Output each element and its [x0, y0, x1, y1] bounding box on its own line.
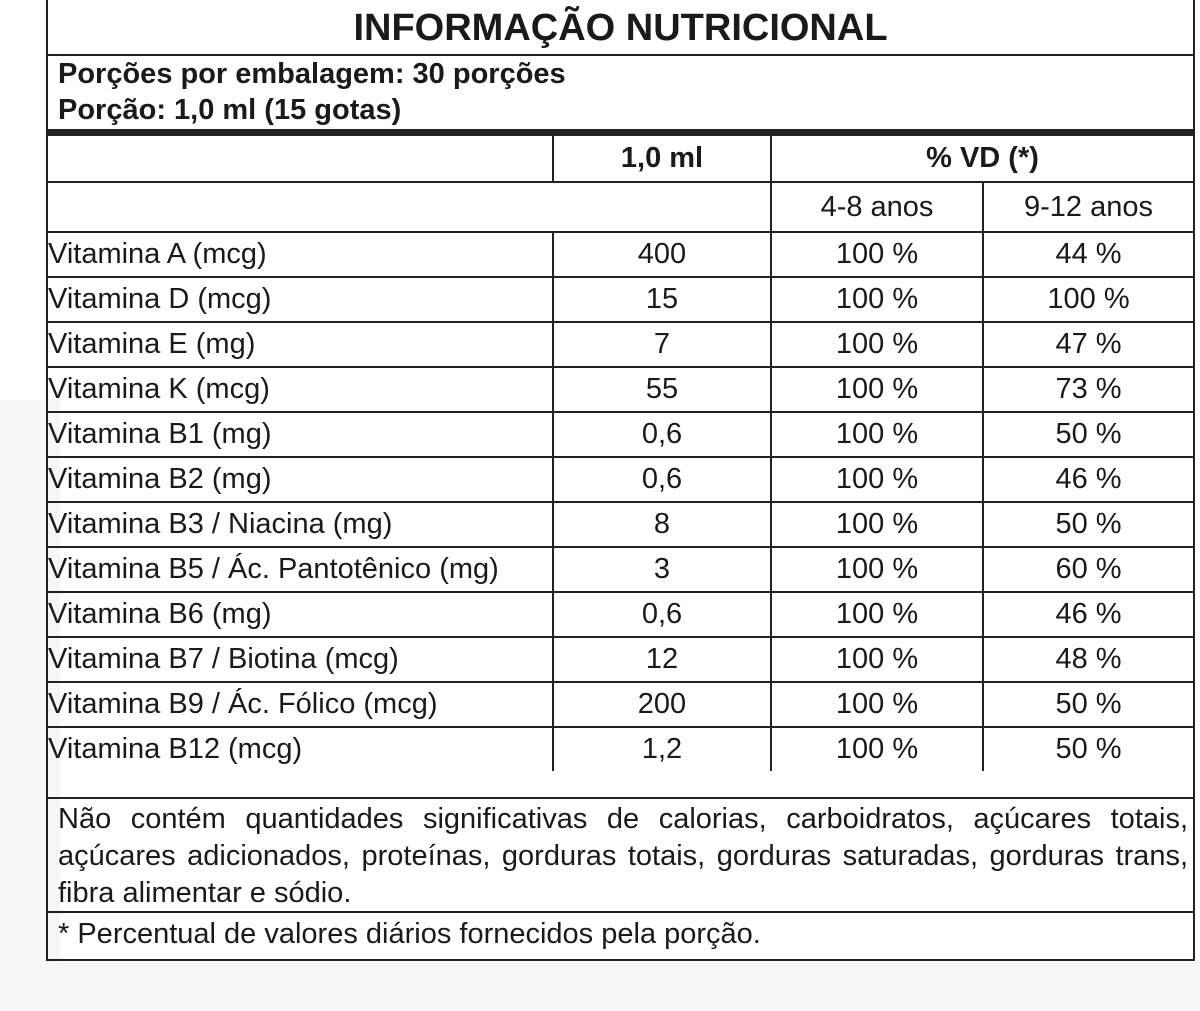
nutrient-amount: 0,6	[553, 592, 771, 637]
nutrient-name: Vitamina B6 (mg)	[48, 592, 553, 637]
nutrient-amount: 200	[553, 682, 771, 727]
dv-4-8: 100 %	[771, 322, 983, 367]
dv-9-12: 46 %	[983, 457, 1193, 502]
dv-4-8: 100 %	[771, 367, 983, 412]
nutrient-amount: 15	[553, 277, 771, 322]
table-row	[48, 727, 1193, 771]
table-row	[48, 637, 1193, 682]
table-row	[48, 322, 1193, 367]
nutrient-amount: 12	[553, 637, 771, 682]
serving-thick-divider	[48, 129, 1193, 136]
nutrient-amount: 400	[553, 232, 771, 277]
header-empty-cell	[48, 136, 553, 182]
table-row	[48, 277, 1193, 322]
dv-9-12: 50 %	[983, 502, 1193, 547]
dv-4-8: 100 %	[771, 592, 983, 637]
dv-4-8: 100 %	[771, 232, 983, 277]
dv-4-8: 100 %	[771, 547, 983, 592]
table-row	[48, 682, 1193, 727]
note-divider	[48, 911, 1193, 913]
nutrient-name: Vitamina B2 (mg)	[48, 457, 553, 502]
nutrient-name: Vitamina B3 / Niacina (mg)	[48, 502, 553, 547]
age-header-row	[48, 182, 1193, 232]
dv-column-header: % VD (*)	[771, 136, 1193, 182]
nutrient-amount: 0,6	[553, 412, 771, 457]
dv-4-8: 100 %	[771, 727, 983, 771]
nutrient-name: Vitamina B12 (mcg)	[48, 727, 553, 771]
nutrient-name: Vitamina D (mcg)	[48, 277, 553, 322]
serving-size: Porção: 1,0 ml (15 gotas)	[58, 94, 402, 126]
dv-4-8: 100 %	[771, 412, 983, 457]
dv-9-12: 50 %	[983, 682, 1193, 727]
nutrient-amount: 55	[553, 367, 771, 412]
nutrition-table	[48, 136, 1193, 771]
age-group-4-8-header: 4-8 anos	[771, 182, 983, 232]
table-row	[48, 412, 1193, 457]
nutrient-name: Vitamina E (mg)	[48, 322, 553, 367]
dv-4-8: 100 %	[771, 682, 983, 727]
dv-9-12: 100 %	[983, 277, 1193, 322]
watermark-shape-bottom	[60, 962, 1200, 1011]
amount-column-header: 1,0 ml	[553, 136, 771, 182]
dv-4-8: 100 %	[771, 277, 983, 322]
nutrient-amount: 7	[553, 322, 771, 367]
table-row	[48, 502, 1193, 547]
dv-4-8: 100 %	[771, 502, 983, 547]
nutrient-name: Vitamina K (mcg)	[48, 367, 553, 412]
table-row	[48, 232, 1193, 277]
dv-9-12: 50 %	[983, 412, 1193, 457]
nutrient-amount: 3	[553, 547, 771, 592]
not-significant-note: Não contém quantidades significativas de calorias, carboidratos, açúcares totais, açúcares adicionados, proteínas, gorduras totais, gorduras saturadas, gorduras trans, fibra alimentar e sódio.	[58, 803, 1188, 909]
table-row	[48, 367, 1193, 412]
dv-9-12: 46 %	[983, 592, 1193, 637]
nutrient-amount: 0,6	[553, 457, 771, 502]
age-group-9-12-header: 9-12 anos	[983, 182, 1193, 232]
nutrient-name: Vitamina A (mcg)	[48, 232, 553, 277]
dv-9-12: 60 %	[983, 547, 1193, 592]
dv-9-12: 50 %	[983, 727, 1193, 771]
nutrient-name: Vitamina B1 (mg)	[48, 412, 553, 457]
nutrient-name: Vitamina B5 / Ác. Pantotênico (mg)	[48, 547, 553, 592]
dv-4-8: 100 %	[771, 457, 983, 502]
table-row	[48, 457, 1193, 502]
servings-per-package: Porções por embalagem: 30 porções	[58, 58, 566, 90]
nutrient-name: Vitamina B7 / Biotina (mcg)	[48, 637, 553, 682]
table-row	[48, 547, 1193, 592]
nutrient-amount: 1,2	[553, 727, 771, 771]
header-row	[48, 136, 1193, 182]
dv-4-8: 100 %	[771, 637, 983, 682]
table-bottom-divider	[48, 797, 1193, 799]
dv-9-12: 44 %	[983, 232, 1193, 277]
daily-value-footnote: * Percentual de valores diários fornecidos pela porção.	[58, 918, 761, 950]
dv-9-12: 47 %	[983, 322, 1193, 367]
dv-9-12: 48 %	[983, 637, 1193, 682]
nutrient-name: Vitamina B9 / Ác. Fólico (mcg)	[48, 682, 553, 727]
age-header-empty-cell	[48, 182, 771, 232]
label-title: INFORMAÇÃO NUTRICIONAL	[353, 7, 888, 49]
dv-9-12: 73 %	[983, 367, 1193, 412]
nutrient-amount: 8	[553, 502, 771, 547]
table-row	[48, 592, 1193, 637]
